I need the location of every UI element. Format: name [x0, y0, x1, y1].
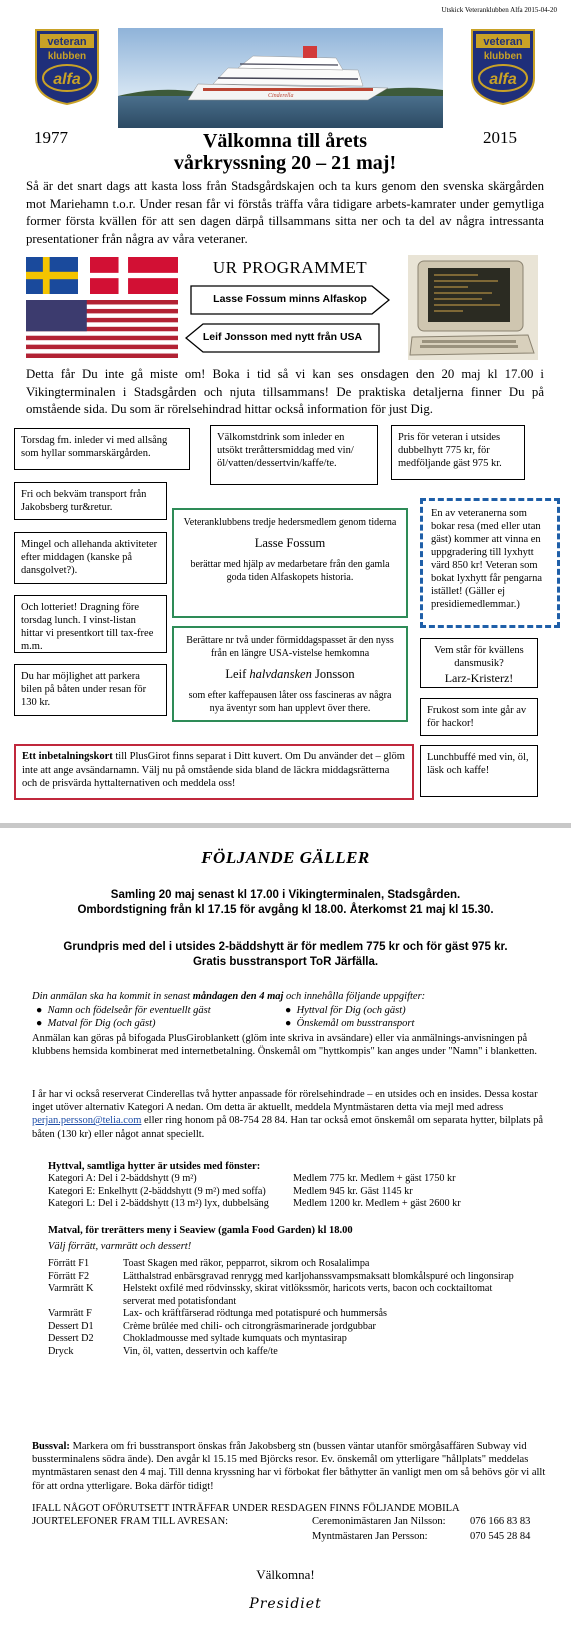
program-item-fossum: [190, 285, 390, 315]
program-item-jonsson-label: Leif Jonsson med nytt från USA: [202, 331, 363, 343]
breakfast-box: Frukost som inte går av för hackor!: [420, 698, 538, 736]
emergency-line-1: IFALL NÅGOT OFÖRUTSETT INTRÄFFAR UNDER RESDAGEN FINNS FÖLJANDE MOBILA: [32, 1503, 460, 1514]
table-row: Dessert D2 Chokladmousse med syltade kumquats och myntasirap: [48, 1333, 347, 1344]
registration-deadline: Din anmälan ska ha kommit in senast måndagen den 4 maj och innehålla följande uppgifter:: [32, 991, 426, 1002]
year-start: 1977: [34, 128, 68, 147]
payment-card-text: till PlusGirot finns separat i Ditt kuvert. Om Du använder det – glöm inte att ange avsändarnamn. Välj nu på omstående sida bland de läckra middagsrätterna och de prisvärda hyttalternativen och meddela oss!: [22, 751, 405, 789]
cabin-choice-title: Hyttval, samtliga hytter är utsides med fönster:: [48, 1161, 261, 1172]
price-info: [0, 940, 571, 970]
email-link[interactable]: perjan.persson@telia.com: [32, 1115, 142, 1127]
payment-card-emphasis: Ett inbetalningskort: [22, 751, 113, 762]
speaker-box-jonsson: [172, 626, 408, 722]
program-title: UR PROGRAMMET: [212, 258, 368, 277]
info-box-price: Pris för veteran i utsides dubbelhytt 775 kr, för medföljande gäst 975 kr.: [391, 425, 525, 480]
flag-gap: [78, 257, 90, 294]
price-line-1: Grundpris med del i utsides 2-bäddshytt är för medlem 775 kr och för gäst 975 kr.: [63, 941, 508, 953]
cabin-table: [48, 1173, 553, 1211]
table-row: Kategori L: Del i 2-bäddshytt (13 m²) lyx, dubbelsäng Medlem 1200 kr. Medlem + gäst 2600 kr: [48, 1198, 461, 1209]
table-row: Dryck Vin, öl, vatten, dessertvin och kaffe/te: [48, 1345, 278, 1357]
speaker-fossum-name: Lasse Fossum: [254, 536, 326, 550]
page2-title: FÖLJANDE GÄLLER: [201, 848, 370, 867]
year-end: 2015: [483, 128, 517, 147]
svg-text:veteran: veteran: [483, 36, 523, 48]
upgrade-prize-box: En av veteranerna som bokar resa (med eller utan gäst) kommer att vinna en uppgradering till lyxhytt värd 850 kr! Veteran som bokat lyxhytt får pengarna istället! (Gäller ej presidiemedlemmar.): [420, 498, 560, 628]
requirement-list-right: [285, 1004, 525, 1030]
lunch-box: Lunchbuffé med vin, öl, läsk och kaffe!: [420, 745, 538, 797]
danish-flag: [90, 257, 178, 294]
meal-table: [48, 1258, 518, 1358]
contact-treasurer-name: Myntmästaren Jan Persson:: [312, 1531, 428, 1542]
requirement-item: ● Hyttval för Dig (och gäst): [285, 1005, 406, 1016]
mailing-note: Utskick Veteranklubben Alfa 2015-04-20: [441, 6, 557, 14]
table-row: Kategori A: Del i 2-bäddshytt (9 m²) Medlem 775 kr. Medlem + gäst 1750 kr: [48, 1173, 456, 1184]
contact-treasurer-phone: 070 545 28 84: [470, 1531, 531, 1542]
contact-ceremony-phone: 076 166 83 83: [470, 1516, 531, 1527]
emergency-line-2: JOURTELEFONER FRAM TILL AVRESAN:: [32, 1516, 229, 1528]
swedish-flag: [26, 257, 80, 294]
intro-paragraph: Så är det snart dags att kasta loss från Stadsgårdskajen och ta kurs genom den svenska skärgården mot Mariehamn t.o.r. Under resan får vi förstås träffa våra tidigare arbets-kamrater under gemytliga former första kvällen för att sen dagen därpå tillsammans sitta ner och ta del av några intressanta presentationer från några av våra veteraner.: [26, 179, 544, 246]
headline-line-2: vårkryssning 20 – 21 maj!: [173, 152, 397, 174]
table-row: Varmrätt K Helstekt oxfilé med rödvinssky, skirat vitlökssmör, haricots verts, bacon och cocktailtomat serverat med potatisfondant: [48, 1283, 493, 1307]
speaker-jonsson-intro: Berättare nr två under förmiddagspasset är den nyss från en längre USA-vistelse hemkomna: [186, 635, 394, 659]
usa-flag: [26, 300, 178, 358]
registration-paragraph: Anmälan kan göras på bifogada PlusGiroblankett (glöm inte skriva in avsändare) eller via anmälnings-anvisningen på klubbens hemsida kombinerat med internetbetalning. Önskemål om "hyttkompis" kan anges under "Namn" i blanketten.: [32, 1033, 537, 1058]
club-logo-right: [470, 28, 536, 106]
accessible-cabins-paragraph: I år har vi också reserverat Cinderellas två hytter anpassade för rörelsehindrade – en utsides och en insides. Dessa kostar inget utöver alternativ Kategori A nedan. Om detta är aktuellt, meddela Myntmästaren detta via mejl med adress perjan.persson@telia.com eller ring honom på 08-754 28 84. Han tar också emot önskemål om separata hytter, bilplats på båten (130 kr) eller något annat speciellt.: [32, 1089, 544, 1140]
info-box-lottery: Och lotteriet! Dragning före torsdag lunch. I vinst-listan hittar vi presentkort till tax-free m.m.: [14, 595, 167, 653]
table-row: Varmrätt F Lax- och kräftfärserad rödtunga med potatispuré och hummersås: [48, 1308, 387, 1319]
table-row: Dessert D1 Crème brûlée med chili- och citrongräsmarinerade jordgubbar: [48, 1320, 376, 1332]
speaker-fossum-desc: berättar med hjälp av medarbetare från den gamla goda tiden Alfaskopets historia.: [190, 559, 390, 583]
program-item-jonsson: [185, 323, 380, 353]
svg-text:klubben: klubben: [47, 51, 87, 62]
speaker-jonsson-desc: som efter kaffepausen låter oss fascineras av några nya äventyr som han upplevt över there.: [188, 690, 392, 714]
meal-choice-subtitle: Välj förrätt, varmrätt och dessert!: [48, 1241, 192, 1252]
requirement-item: ● Önskemål om busstransport: [285, 1018, 415, 1030]
headline: [120, 130, 450, 174]
requirement-item: ● Matval för Dig (och gäst): [36, 1018, 156, 1030]
svg-text:alfa: alfa: [489, 71, 517, 88]
requirement-list-left: [36, 1004, 276, 1030]
headline-line-1: Välkomna till årets: [202, 130, 368, 152]
closing-welcome: Välkomna!: [256, 1567, 315, 1582]
svg-text:alfa: alfa: [53, 71, 81, 88]
info-box-transport: Fri och bekväm transport från Jakobsberg tur&retur.: [14, 482, 167, 520]
dance-music-band: Larz-Kristerz!: [444, 671, 514, 685]
info-box-welcome-drink: Välkomstdrink som inleder en utsökt treråttersmiddag med vin/öl/vatten/dessertvin/kaffe/te.: [210, 425, 378, 485]
gathering-line-2: Ombordstigning från kl 17.15 för avgång kl 18.00. Återkomst 21 maj kl 15.30.: [77, 904, 494, 916]
club-logo-left: [34, 28, 100, 106]
payment-card-notice: [14, 744, 414, 800]
svg-text:Cinderella: Cinderella: [268, 93, 294, 99]
contact-ceremony-name: Ceremonimästaren Jan Nilsson:: [312, 1516, 446, 1527]
gathering-line-1: Samling 20 maj senast kl 17.00 i Vikingterminalen, Stadsgården.: [110, 889, 461, 901]
dance-music-question: Vem står för kvällens dansmusik?: [434, 645, 524, 669]
price-line-2: Gratis busstransport ToR Järfälla.: [192, 956, 379, 968]
program-item-fossum-label: Lasse Fossum minns Alfaskop: [213, 293, 367, 305]
table-row: Förrätt F1 Toast Skagen med räkor, pepparrot, sikrom och Rosalalimpa: [48, 1258, 370, 1269]
info-box-parking: Du har möjlighet att parkera bilen på båten under resan för 130 kr.: [14, 664, 167, 716]
svg-text:klubben: klubben: [483, 51, 523, 62]
meal-choice-title: Matval, för trerätters meny i Seaview (gamla Food Garden) kl 18.00: [48, 1225, 353, 1236]
invite-paragraph: Detta får Du inte gå miste om! Boka i tid så vi kan ses onsdagen den 20 maj kl 17.00 i Vikingterminalen i Stadsgården och njuta tillsammans! De praktiska detaljerna finner Du på omstående sida. Du som är rörelsehindrad hittar också information för just Dig.: [26, 367, 544, 417]
table-row: Kategori E: Enkelhytt (2-bäddshytt (9 m²) med soffa) Medlem 945 kr. Gäst 1145 kr: [48, 1185, 413, 1197]
alfaskop-computer-photo: [408, 255, 538, 360]
info-box-mingel: Mingel och allehanda aktiviteter efter middagen (kanske på dansgolvet?).: [14, 532, 167, 584]
speaker-box-fossum: [172, 508, 408, 618]
bus-paragraph: Bussval: Markera om fri busstransport önskas från Jakobsberg stn (bussen väntar utanför smörgåsaffären Subway vid bussterminalens södra ände). Den avgår kl 15.15 med Björcks resor. Ev. önskemål om ytterligare "hållplats" meddelas myntmästaren senast den 4 maj. Till denna kryssning har vi förbokat fler båthytter än vanligt men om så behövs gör vi allt för att ordna ytterligare. Boka därför tidigt!: [32, 1441, 546, 1492]
page-separator: [0, 823, 571, 828]
signature: Presidiet: [249, 1596, 322, 1612]
gathering-info: [0, 888, 571, 918]
table-row: Förrätt F2 Lätthalstrad enbärsgravad renrygg med karljohanssvampsmaksatt blomkålspuré och lingonsirap: [48, 1270, 514, 1282]
speaker-fossum-intro: Veteranklubbens tredje hedersmedlem genom tiderna: [183, 517, 397, 528]
cruise-ship-photo: [118, 28, 443, 128]
speaker-jonsson-name: Leif halvdansken Jonsson: [225, 667, 355, 681]
requirement-item: ● Namn och födelseår för eventuellt gäst: [36, 1005, 211, 1016]
dance-music-box: [420, 638, 538, 688]
info-box-allsang: Torsdag fm. inleder vi med allsång som hyllar sommarskärgården.: [14, 428, 190, 470]
svg-text:veteran: veteran: [47, 36, 87, 48]
